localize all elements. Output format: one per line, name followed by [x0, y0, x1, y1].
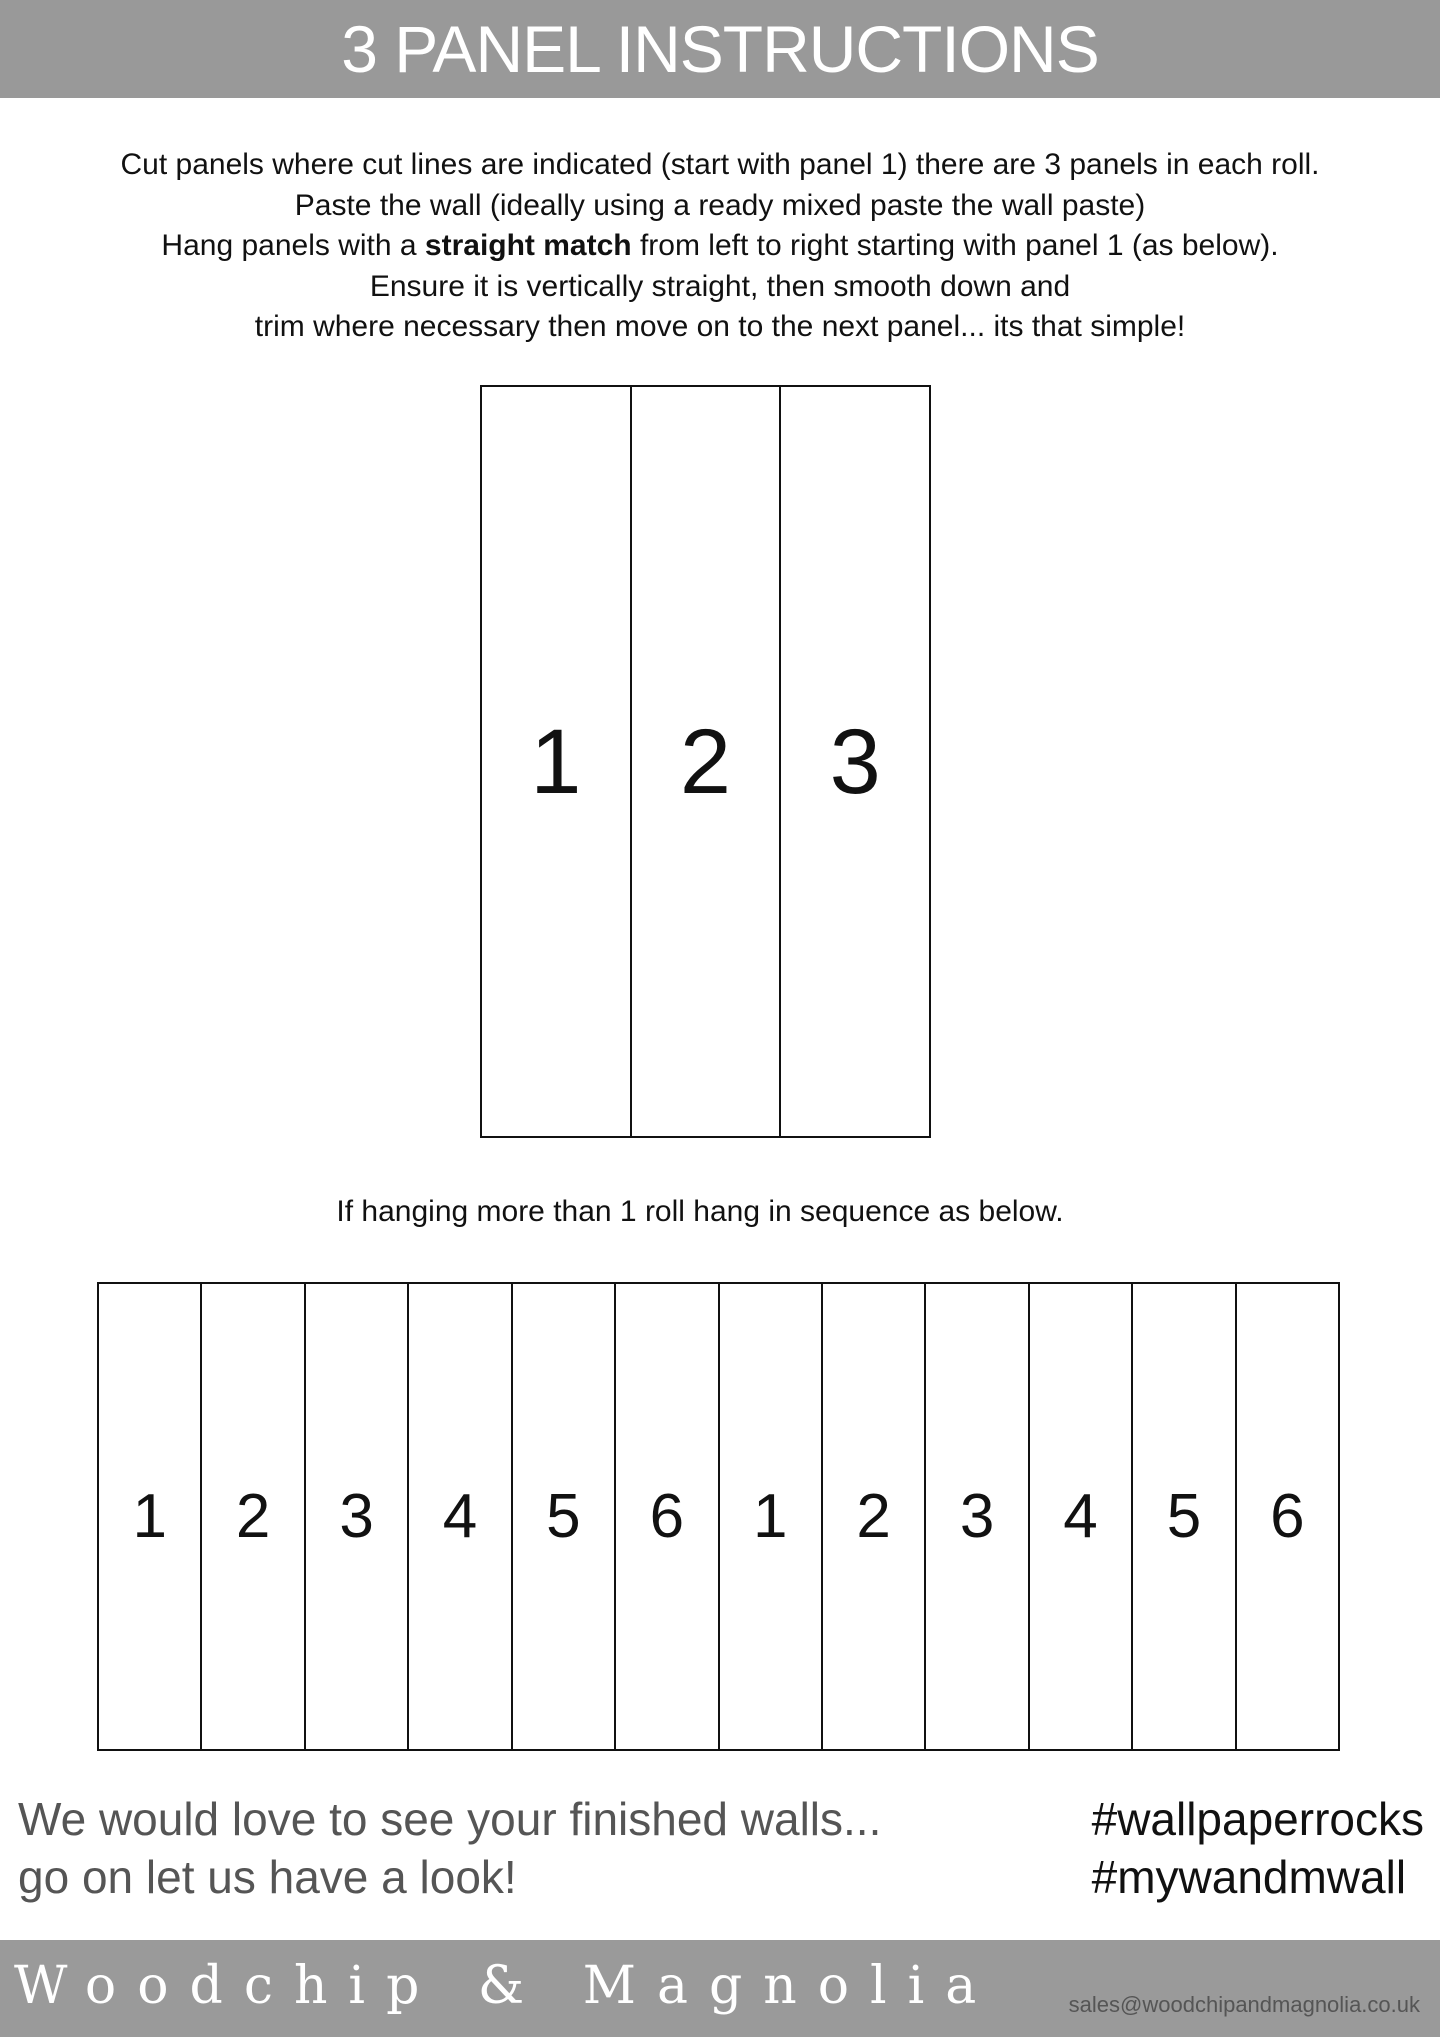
panel: [202, 1284, 305, 1749]
panel: [823, 1284, 926, 1749]
panel: [306, 1284, 409, 1749]
panel: [781, 387, 929, 1136]
panel-number: 4: [442, 1481, 478, 1551]
multi-roll-panel-diagram: [97, 1282, 1340, 1751]
panel-number: 5: [546, 1481, 581, 1551]
panel-number: 3: [829, 710, 881, 813]
panel-number: 2: [235, 1481, 271, 1551]
panel-number: 6: [1270, 1481, 1305, 1551]
instruction-line-3: [0, 226, 1440, 267]
panel: [1133, 1284, 1236, 1749]
panel-number: 3: [339, 1481, 374, 1551]
panel-number: 5: [1166, 1481, 1202, 1551]
page-title: 3 PANEL INSTRUCTIONS: [341, 12, 1099, 86]
straight-match-emphasis: straight match: [424, 229, 632, 262]
panel: [1237, 1284, 1338, 1749]
single-roll-panel-diagram: [480, 385, 931, 1138]
hashtag: #mywandmwall: [1091, 1851, 1407, 1903]
share-message-line-1: We would love to see your finished walls...: [18, 1793, 882, 1845]
hashtag: #wallpaperrocks: [1091, 1793, 1424, 1845]
panel: [409, 1284, 512, 1749]
panel: [720, 1284, 823, 1749]
panel: [616, 1284, 719, 1749]
panel-number: 6: [649, 1481, 685, 1551]
panel-number: 4: [1063, 1481, 1098, 1551]
instruction-line-1: Cut panels where cut lines are indicated (start with panel 1) there are 3 panels in each roll.: [120, 148, 1320, 181]
panel-number: 3: [959, 1481, 995, 1551]
contact-email: sales@woodchipandmagnolia.co.uk: [1068, 1992, 1420, 2017]
footer-bar: [0, 1940, 1440, 2037]
panel: [926, 1284, 1029, 1749]
panel-number: 2: [679, 710, 732, 813]
instruction-line-5: trim where necessary then move on to the next panel... its that simple!: [254, 310, 1186, 343]
panel: [632, 387, 782, 1136]
header-bar: [0, 0, 1440, 98]
instructions-text: [0, 145, 1440, 348]
hashtags: [1092, 1790, 1424, 1906]
panel: [99, 1284, 202, 1749]
panel: [482, 387, 632, 1136]
instruction-line-3-start: Hang panels with a: [161, 229, 425, 262]
panel-number: 2: [856, 1481, 891, 1551]
instruction-line-3-end: from left to right starting with panel 1 (as below).: [631, 229, 1279, 262]
panel-number: 1: [132, 1481, 167, 1551]
instruction-line-4: Ensure it is vertically straight, then smooth down and: [369, 269, 1071, 303]
panel: [513, 1284, 616, 1749]
panel-number: 1: [753, 1481, 788, 1551]
brand-logo-text: Woodchip & Magnolia: [14, 1956, 998, 2016]
instruction-line-2: Paste the wall (ideally using a ready mixed paste the wall paste): [294, 188, 1146, 222]
panel-number: 1: [530, 710, 582, 813]
share-message: [18, 1790, 881, 1906]
share-message-line-2: go on let us have a look!: [18, 1851, 517, 1903]
panel: [1030, 1284, 1133, 1749]
sequence-note: If hanging more than 1 roll hang in sequence as below.: [336, 1195, 1064, 1228]
